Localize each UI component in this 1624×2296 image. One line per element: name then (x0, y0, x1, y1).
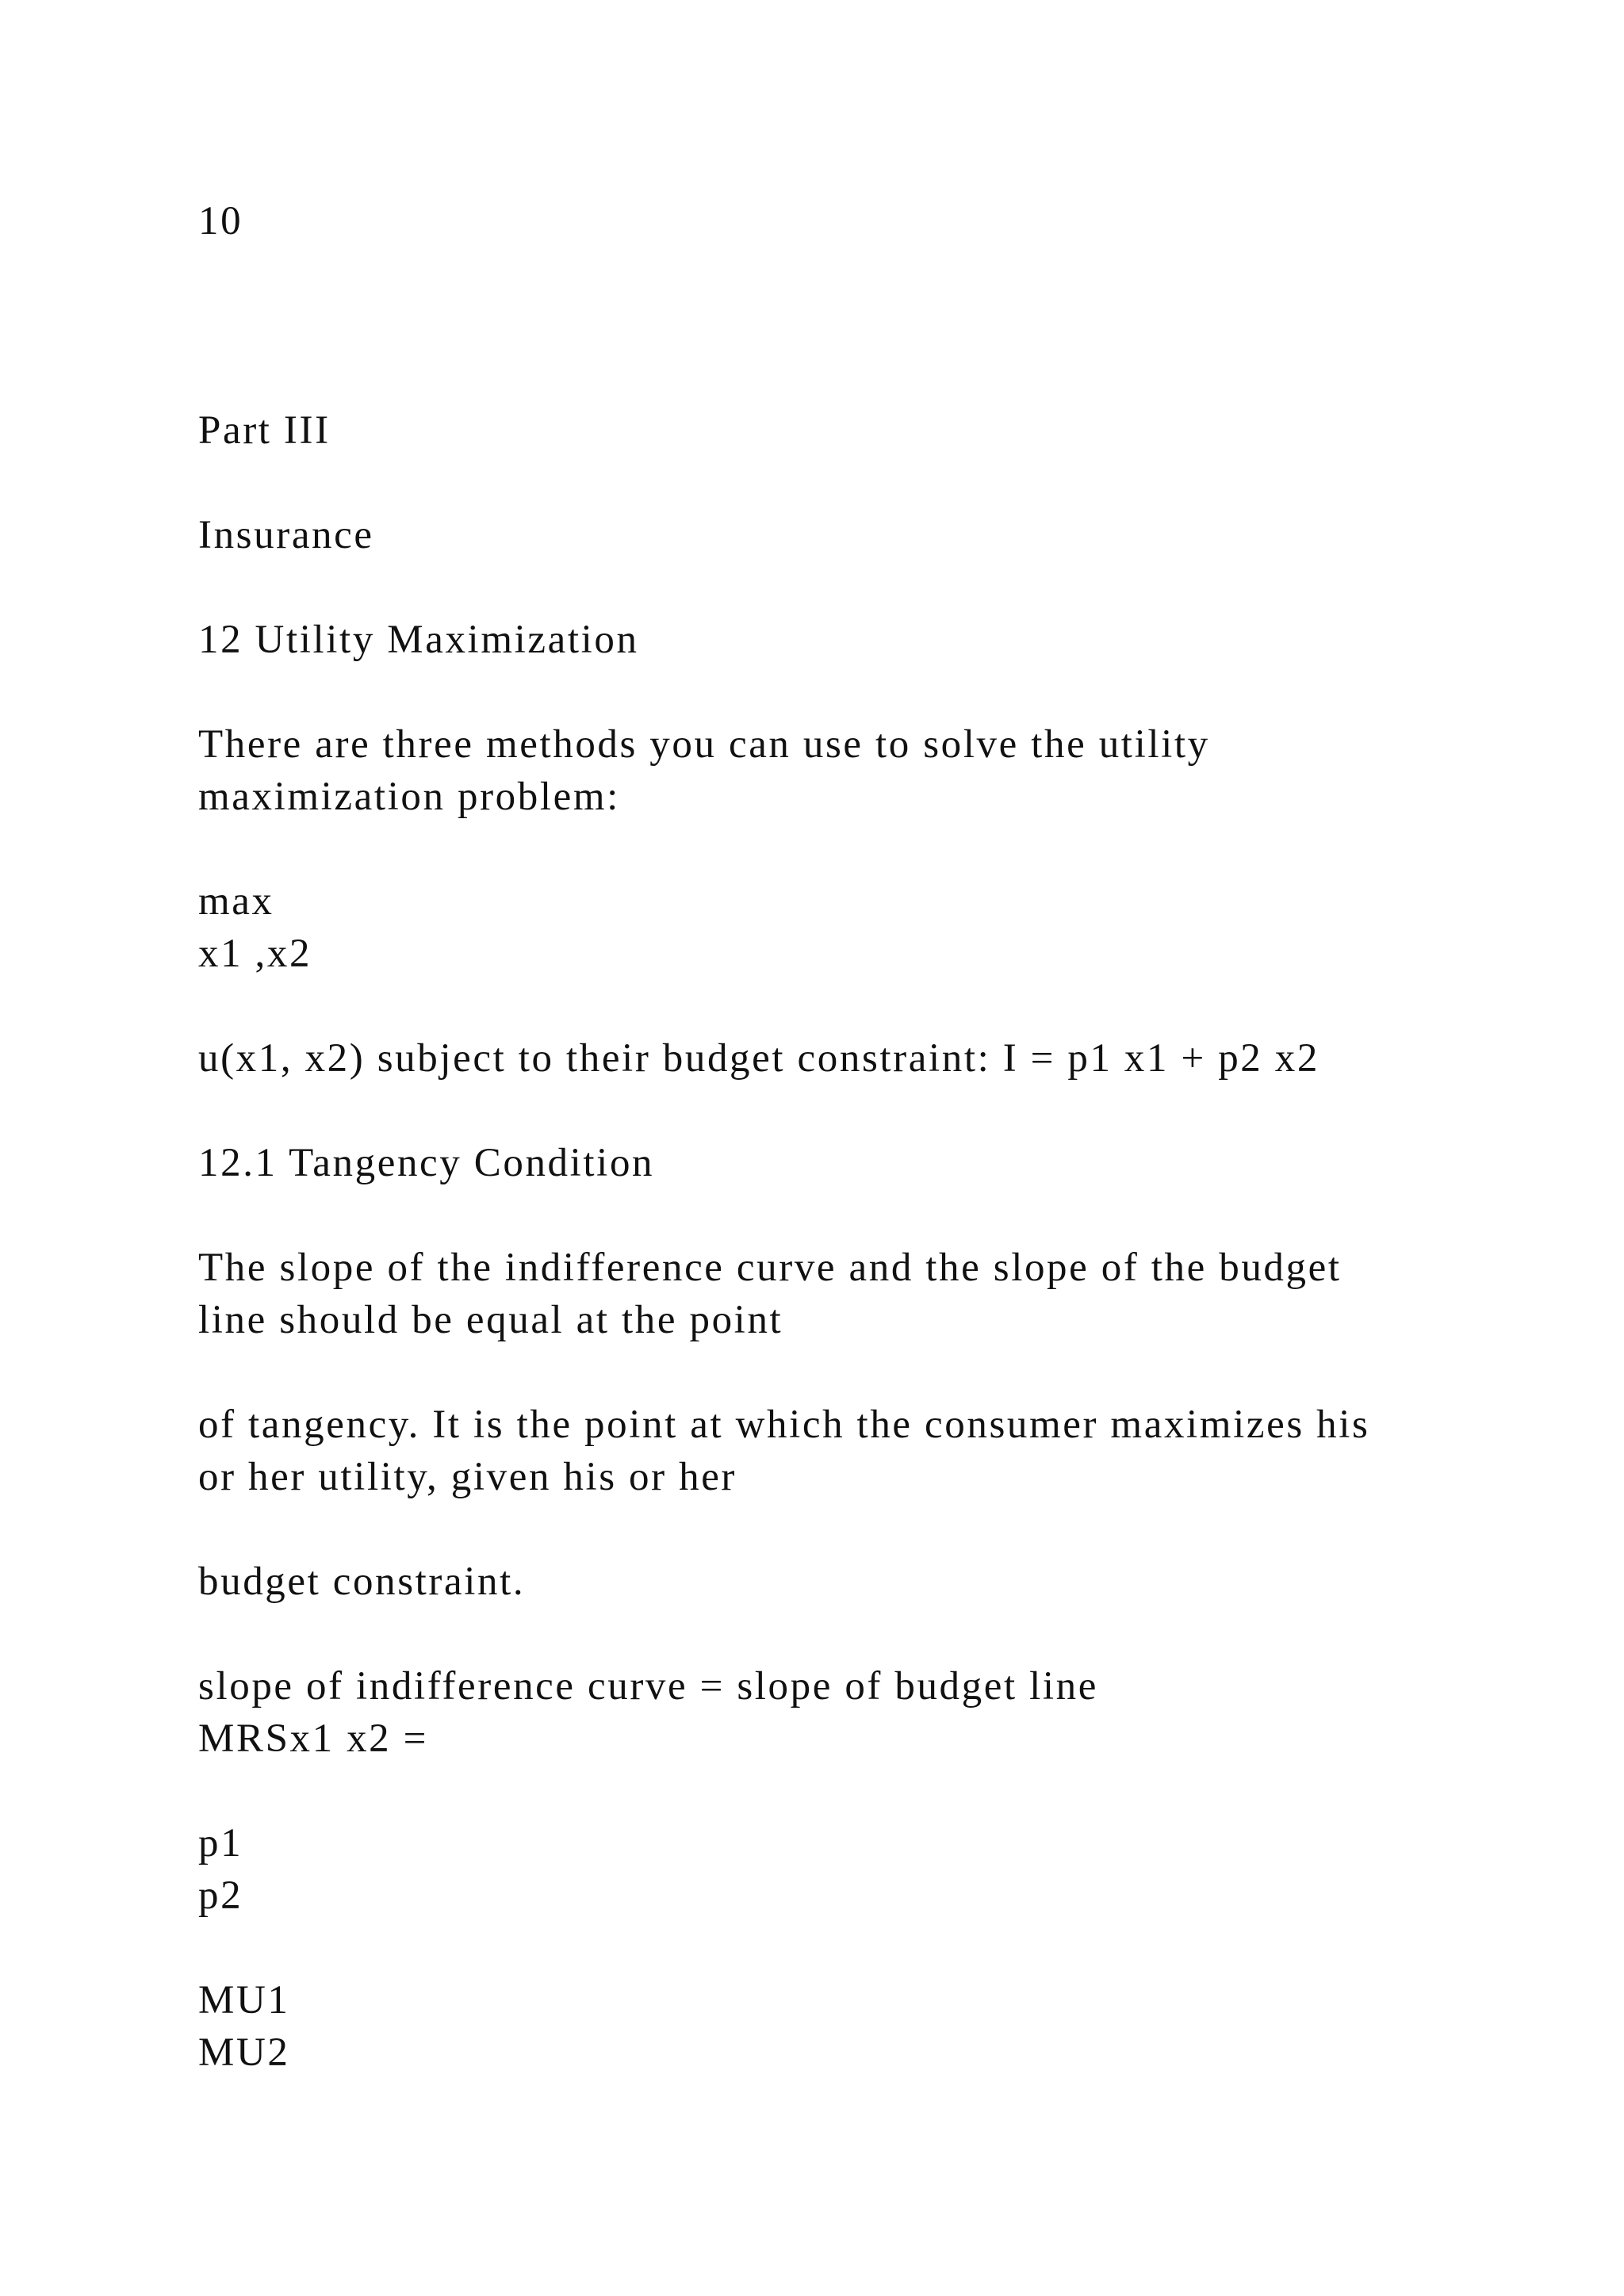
section-heading: 12 Utility Maximization (198, 618, 639, 662)
max-variables: x1 ,x2 (198, 932, 312, 976)
objective-constraint: u(x1, x2) subject to their budget constraint: I = p1 x1 + p2 x2 (198, 1036, 1320, 1081)
paragraph-line-3: of tangency. It is the point at which the consumer maximizes his (198, 1402, 1370, 1447)
page-number: 10 (198, 199, 243, 243)
part-label: Part III (198, 408, 331, 453)
part-title: Insurance (198, 513, 374, 557)
intro-line-1: There are three methods you can use to solve the utility (198, 722, 1210, 767)
max-operator: max (198, 879, 274, 924)
equation-statement: slope of indifference curve = slope of budget line (198, 1664, 1098, 1709)
mu-denominator: MU2 (198, 2030, 290, 2075)
paragraph-line-2: line should be equal at the point (198, 1298, 783, 1342)
equation-mrs: MRSx1 x2 = (198, 1716, 428, 1761)
subsection-heading: 12.1 Tangency Condition (198, 1141, 655, 1185)
paragraph-line-5: budget constraint. (198, 1559, 526, 1604)
intro-line-2: maximization problem: (198, 775, 620, 819)
price-numerator: p1 (198, 1821, 243, 1866)
paragraph-line-1: The slope of the indifference curve and the slope of the budget (198, 1246, 1342, 1290)
price-denominator: p2 (198, 1873, 243, 1918)
paragraph-line-4: or her utility, given his or her (198, 1455, 737, 1499)
mu-numerator: MU1 (198, 1978, 290, 2022)
